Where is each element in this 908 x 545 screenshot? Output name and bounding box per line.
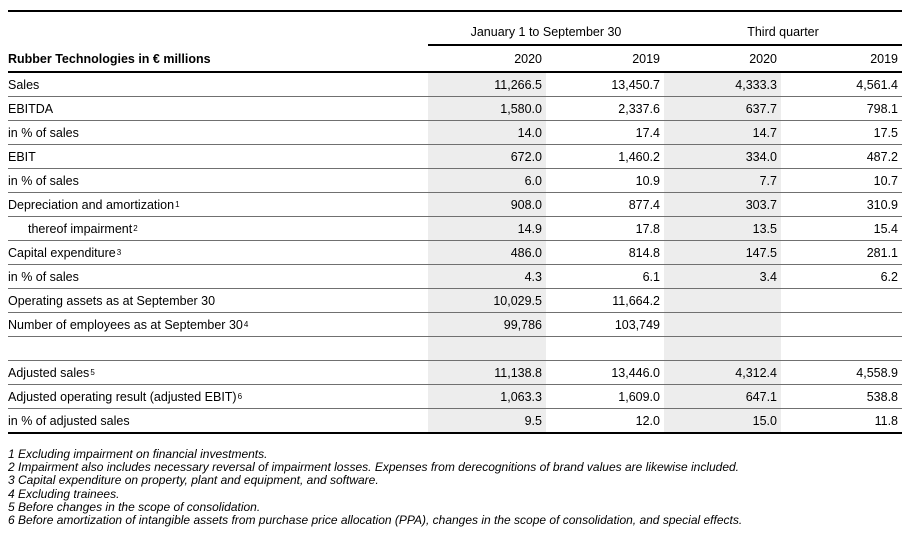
group-label-third-quarter: Third quarter <box>747 25 819 39</box>
cell-value <box>781 313 902 336</box>
cell-value: 6.0 <box>428 169 546 192</box>
year-header-ytd-2020: 2020 <box>514 51 542 66</box>
cell-value: 637.7 <box>664 97 781 120</box>
cell-value: 2,337.6 <box>618 101 660 116</box>
table-row <box>8 361 902 385</box>
row-label: thereof impairment 2 <box>28 221 138 236</box>
cell-value: 1,460.2 <box>618 149 660 164</box>
cell-value: 11,664.2 <box>612 293 660 308</box>
row-label-text: Depreciation and amortization <box>8 197 175 212</box>
cell-value: 4,333.3 <box>664 73 781 96</box>
cell-value <box>781 289 902 312</box>
cell-value: 334.0 <box>664 145 781 168</box>
cell-value: 4,312.4 <box>664 361 781 384</box>
cell-value: 13.5 <box>664 217 781 240</box>
table-title: Rubber Technologies in € millions <box>8 51 211 66</box>
footnote: 6 Before amortization of intangible assets from purchase price allocation (PPA), changes in the scope of consolidation, and special effects. <box>8 513 743 528</box>
cell-value: 4,561.4 <box>856 77 898 92</box>
footnote: 5 Before changes in the scope of consolidation. <box>8 499 261 514</box>
table-row <box>8 385 902 409</box>
cell-value <box>428 337 546 360</box>
cell-value: 17.8 <box>635 221 660 236</box>
row-label-text: Operating assets as at September 30 <box>8 293 216 308</box>
cell-value: 10,029.5 <box>428 289 546 312</box>
cell-value: 99,786 <box>428 313 546 336</box>
year-header-ytd-2019: 2019 <box>632 51 660 66</box>
row-label: Adjusted operating result (adjusted EBIT) 6 <box>8 389 243 404</box>
year-header-q3-2019: 2019 <box>870 51 898 66</box>
footnote: 1 Excluding impairment on financial investments. <box>8 447 268 461</box>
cell-value <box>546 337 664 360</box>
cell-value: 814.8 <box>628 245 660 260</box>
row-label-text: in % of sales <box>8 173 79 188</box>
cell-value: 11.8 <box>874 413 898 428</box>
cell-value: 6.1 <box>642 269 660 284</box>
cell-value <box>664 289 781 312</box>
year-header-row <box>8 46 902 73</box>
cell-value: 798.1 <box>866 101 898 116</box>
cell-value: 1,580.0 <box>428 97 546 120</box>
cell-value: 17.4 <box>635 125 660 140</box>
group-header-spacer <box>8 12 428 44</box>
table-row <box>8 145 902 169</box>
row-label <box>8 145 428 168</box>
row-label: Capital expenditure 3 <box>8 245 122 260</box>
column-group-header-row <box>8 12 902 44</box>
cell-value: 147.5 <box>664 241 781 264</box>
cell-value: 12.0 <box>635 413 660 428</box>
footnotes <box>8 448 908 527</box>
cell-value: 6.2 <box>880 269 898 284</box>
cell-value: 4.3 <box>428 265 546 288</box>
row-label <box>8 121 428 144</box>
row-label-text: Adjusted sales <box>8 365 90 380</box>
table-row <box>8 313 902 337</box>
cell-value: 281.1 <box>866 245 898 260</box>
footnote: 4 Excluding trainees. <box>8 486 120 501</box>
cell-value: 10.7 <box>873 173 898 188</box>
cell-value: 3.4 <box>664 265 781 288</box>
row-label-text: in % of adjusted sales <box>8 413 130 428</box>
row-label-text: Adjusted operating result (adjusted EBIT) <box>8 389 237 404</box>
cell-value: 14.0 <box>428 121 546 144</box>
row-label: Number of employees as at September 30 4 <box>8 317 249 332</box>
row-label: Adjusted sales 5 <box>8 365 95 380</box>
cell-value: 9.5 <box>428 409 546 432</box>
cell-value: 1,609.0 <box>618 389 660 404</box>
cell-value: 672.0 <box>428 145 546 168</box>
row-label <box>8 289 428 312</box>
cell-value <box>664 313 781 336</box>
cell-value: 303.7 <box>664 193 781 216</box>
cell-value: 486.0 <box>428 241 546 264</box>
table-row <box>8 169 902 193</box>
table-row <box>8 73 902 97</box>
table-row <box>8 217 902 241</box>
cell-value: 103,749 <box>614 317 660 332</box>
cell-value <box>664 337 781 360</box>
cell-value: 14.7 <box>664 121 781 144</box>
cell-value: 877.4 <box>628 197 660 212</box>
row-label <box>8 73 428 96</box>
row-label-text: thereof impairment <box>28 221 133 236</box>
row-label-text: in % of sales <box>8 125 79 140</box>
cell-value: 15.4 <box>873 221 898 236</box>
cell-value: 647.1 <box>664 385 781 408</box>
cell-value: 11,138.8 <box>428 361 546 384</box>
cell-value: 10.9 <box>635 173 660 188</box>
row-label-text: Number of employees as at September 30 <box>8 317 243 332</box>
table-row <box>8 97 902 121</box>
year-header-q3-2020: 2020 <box>749 51 777 66</box>
cell-value: 13,450.7 <box>611 77 660 92</box>
cell-value: 14.9 <box>428 217 546 240</box>
cell-value: 11,266.5 <box>428 73 546 96</box>
cell-value: 15.0 <box>664 409 781 432</box>
cell-value: 7.7 <box>664 169 781 192</box>
table-row <box>8 289 902 313</box>
table-row <box>8 265 902 289</box>
spacer-row <box>8 337 902 361</box>
row-label <box>8 337 428 360</box>
row-label-text: Sales <box>8 77 40 92</box>
row-label <box>8 169 428 192</box>
cell-value: 310.9 <box>866 197 898 212</box>
row-label-text: Capital expenditure <box>8 245 116 260</box>
row-label-text: in % of sales <box>8 269 79 284</box>
financial-summary-table <box>8 10 902 434</box>
footnote: 2 Impairment also includes necessary reversal of impairment losses. Expenses from derecognitions of brand values are likewise included. <box>8 460 740 475</box>
footnote: 3 Capital expenditure on property, plant and equipment, and software. <box>8 473 379 488</box>
row-label: Depreciation and amortization 1 <box>8 197 180 212</box>
cell-value: 1,063.3 <box>428 385 546 408</box>
group-label-jan-to-sep: January 1 to September 30 <box>470 25 622 39</box>
row-label <box>8 97 428 120</box>
cell-value: 908.0 <box>428 193 546 216</box>
table-row <box>8 241 902 265</box>
table-body <box>8 73 902 434</box>
cell-value: 4,558.9 <box>856 365 898 380</box>
row-label <box>8 265 428 288</box>
cell-value: 13,446.0 <box>611 365 660 380</box>
row-label <box>8 409 428 432</box>
row-label-text: EBITDA <box>8 101 54 116</box>
table-row <box>8 409 902 432</box>
cell-value <box>781 337 902 360</box>
cell-value: 17.5 <box>873 125 898 140</box>
cell-value: 487.2 <box>866 149 898 164</box>
cell-value: 538.8 <box>866 389 898 404</box>
row-label-text: EBIT <box>8 149 36 164</box>
table-row <box>8 193 902 217</box>
table-row <box>8 121 902 145</box>
